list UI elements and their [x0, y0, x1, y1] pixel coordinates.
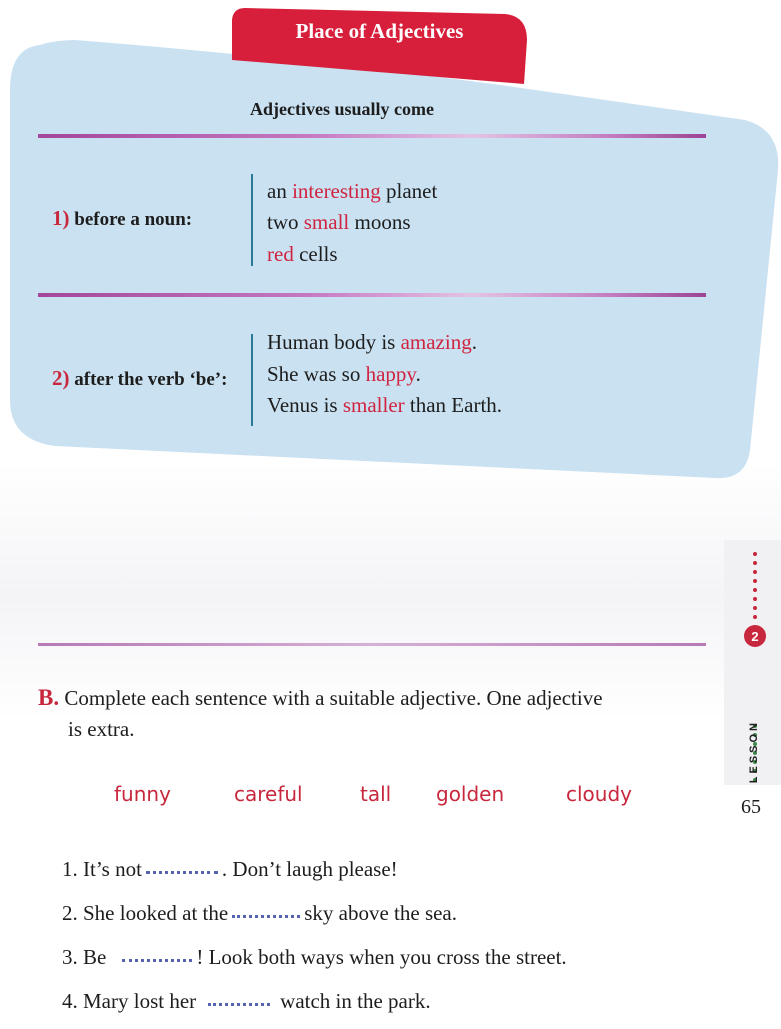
lesson-number-badge: 2	[744, 625, 766, 647]
divider-middle	[38, 293, 706, 297]
example-2-3: Venus is smaller than Earth.	[267, 393, 503, 417]
answer-blank[interactable]	[208, 1002, 270, 1006]
page-number: 65	[741, 796, 761, 818]
word-bank-item: cloudy	[566, 782, 632, 806]
adjective-highlight: red	[267, 242, 294, 266]
adjective-highlight: smaller	[342, 393, 405, 417]
word-bank-item: tall	[360, 782, 392, 806]
panel-subtitle: Adjectives usually come	[250, 99, 434, 119]
word-bank-item: golden	[436, 782, 505, 806]
rule-2-text: after the verb ‘be’:	[74, 369, 228, 390]
sentence-4: 4. Mary lost her watch in the park.	[62, 989, 431, 1013]
rule-2-bar	[251, 334, 253, 426]
adjective-highlight: interesting	[292, 179, 381, 203]
sentence-1: 1. It’s not . Don’t laugh please!	[62, 857, 398, 881]
rule-2-number: 2)	[52, 366, 70, 390]
rule-1-bar	[251, 174, 253, 266]
example-2-2: She was so happy.	[267, 362, 421, 386]
rule-2-label	[52, 366, 227, 391]
exercise-letter: B.	[38, 685, 60, 710]
answer-blank[interactable]	[232, 914, 300, 918]
example-2-1: Human body is amazing.	[267, 330, 477, 354]
example-1-2: two small moons	[267, 210, 411, 234]
page-title: Place of Adjectives	[295, 18, 464, 43]
divider-exercise	[38, 643, 706, 646]
adjective-highlight: happy	[365, 362, 416, 386]
rule-1-text: before a noun:	[74, 209, 193, 230]
adjective-highlight: small	[303, 210, 350, 234]
rule-1-label	[52, 206, 192, 231]
grammar-panel	[0, 0, 781, 500]
instruction-line-2: is extra.	[68, 717, 135, 741]
instruction-line-1: Complete each sentence with a suitable adjective. One adjective	[64, 686, 603, 710]
sentence-2: 2. She looked at the sky above the sea.	[62, 901, 458, 925]
example-1-1: an interesting planet	[267, 179, 438, 203]
sentence-3: 3. Be ! Look both ways when you cross the street.	[62, 945, 567, 969]
word-bank-item: funny	[114, 782, 171, 806]
answer-blank[interactable]	[122, 958, 192, 962]
rule-1-number: 1)	[52, 206, 70, 230]
word-bank-item: careful	[234, 782, 303, 806]
exercise-instructions	[38, 682, 708, 745]
adjective-highlight: amazing	[400, 330, 472, 354]
answer-blank[interactable]	[146, 870, 218, 874]
example-1-3: red cells	[267, 242, 338, 266]
divider-top	[38, 134, 706, 138]
